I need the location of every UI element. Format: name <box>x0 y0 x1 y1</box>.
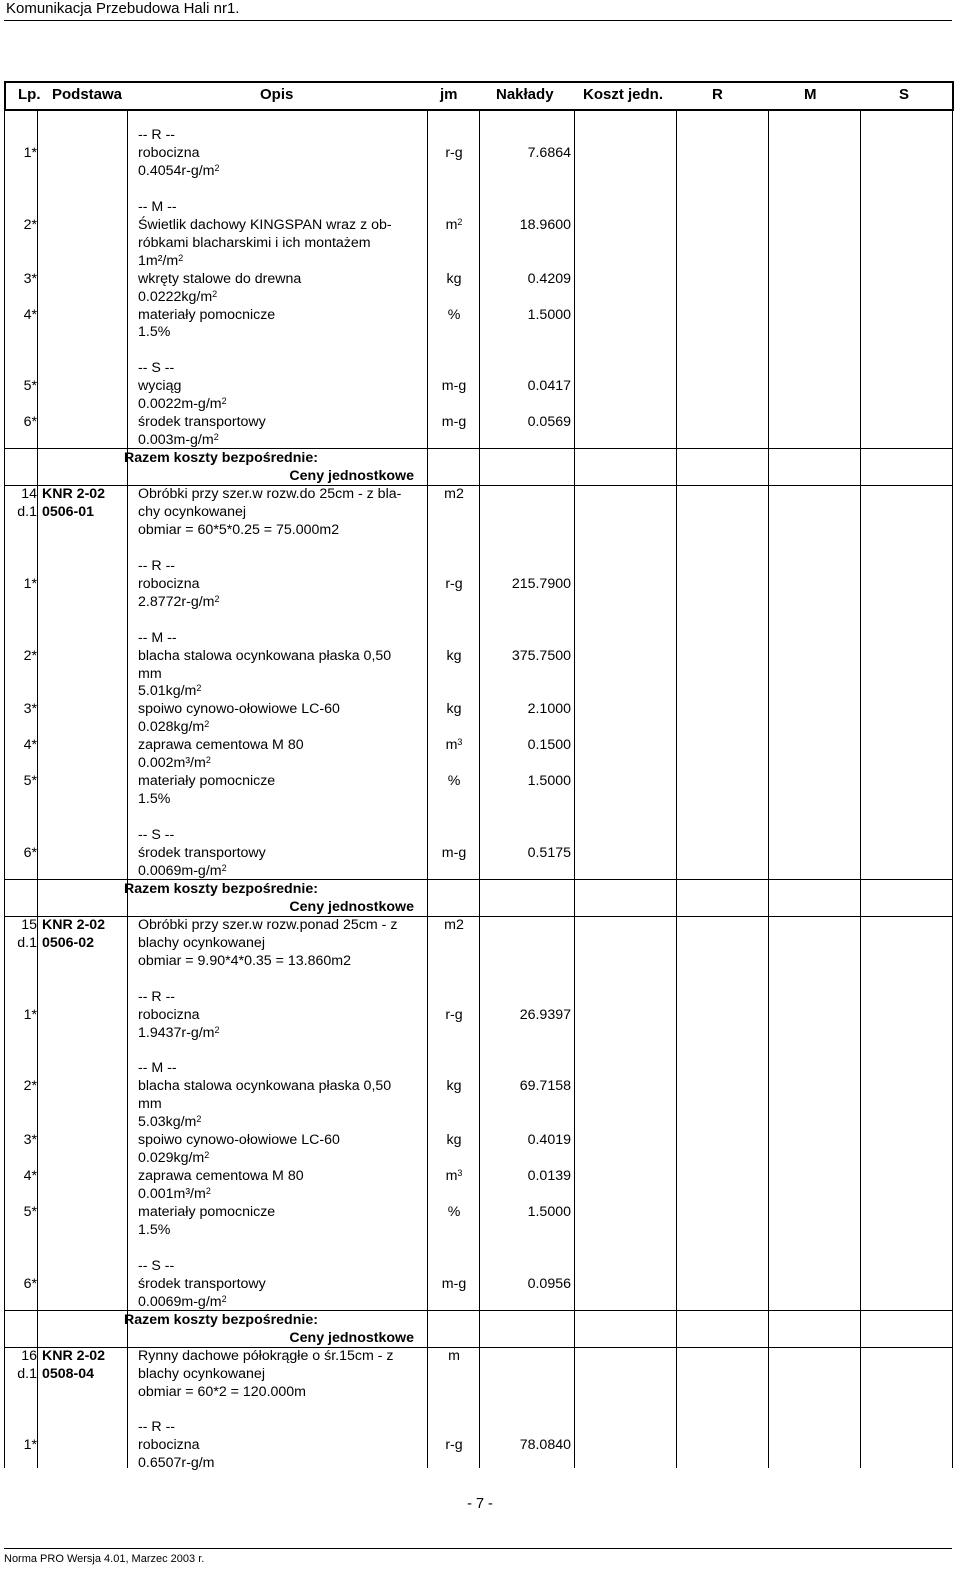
row-lp: 3* <box>23 1132 37 1149</box>
row-opis: obmiar = 60*2 = 120.000m <box>138 1383 306 1400</box>
row-naklady: 0.0417 <box>527 378 571 395</box>
row-opis: -- M -- <box>138 629 177 646</box>
row-lp: 6* <box>23 414 37 431</box>
row-opis: -- S -- <box>138 827 175 844</box>
row-opis: chy ocynkowanej <box>138 503 247 520</box>
row-opis: Rynny dachowe półokrągłe o śr.15cm - z <box>138 1347 394 1364</box>
row-opis: robocizna <box>138 575 200 592</box>
column-header: jm <box>440 86 458 103</box>
row-opis: -- R -- <box>138 127 176 143</box>
row-opis: blacha stalowa ocynkowana płaska 0,50 <box>138 1078 392 1095</box>
row-jm: m2 <box>444 916 464 933</box>
row-jm: m-g <box>441 378 467 395</box>
row-opis: obmiar = 60*5*0.25 = 75.000m2 <box>138 521 340 538</box>
row-lp: 3* <box>23 270 37 287</box>
row-jm: m2 <box>444 486 464 502</box>
row-opis: robocizna <box>138 1006 200 1023</box>
row-jm: $m^2$ <box>445 216 463 233</box>
column-header: S <box>899 86 910 103</box>
row-jm: m-g <box>441 1275 467 1292</box>
row-naklady: 215.7900 <box>511 575 571 592</box>
row-opis: $0.003m-g/m^2$ <box>138 432 219 449</box>
row-opis: $0.002m^3/m^2$ <box>138 755 211 772</box>
row-opis: 1.5% <box>138 324 171 341</box>
title-rule <box>4 20 952 21</box>
row-lp: 4* <box>23 1168 37 1185</box>
row-opis: -- M -- <box>138 198 177 215</box>
row-opis: -- M -- <box>138 1060 177 1077</box>
row-lp: 2* <box>23 647 37 664</box>
row-naklady: 375.7500 <box>511 647 571 664</box>
row-lp: 6* <box>23 1275 37 1292</box>
row-opis: -- S -- <box>138 360 175 377</box>
row-naklady: 0.0569 <box>527 414 571 431</box>
row-naklady: 2.1000 <box>527 701 571 718</box>
row-opis: -- R -- <box>138 988 176 1005</box>
row-opis: $0.0069m-g/m^2$ <box>138 862 227 879</box>
row-naklady: 0.5175 <box>527 845 571 861</box>
column-header: Opis <box>260 86 294 103</box>
row-lp: d.1 <box>17 934 37 951</box>
row-opis: $5.01kg/m^2$ <box>138 683 202 700</box>
row-naklady: 0.1500 <box>527 737 571 754</box>
razem-label: Razem koszty bezpośrednie: <box>124 1311 318 1328</box>
row-opis: $0.4054r-g/m^2$ <box>138 162 220 179</box>
row-opis: Obróbki przy szer.w rozw.ponad 25cm - z <box>138 916 398 933</box>
row-opis: 1.5% <box>138 1221 171 1238</box>
row-jm: $m^3$ <box>445 1168 463 1185</box>
row-jm: kg <box>446 1078 462 1095</box>
row-lp: 2* <box>23 216 37 233</box>
grid-line <box>676 109 677 1468</box>
row-opis: $0.0022m-g/m^2$ <box>138 396 227 413</box>
row-opis: materiały pomocnicze <box>138 1204 276 1220</box>
column-header: R <box>712 86 723 103</box>
row-opis: materiały pomocnicze <box>138 306 276 323</box>
row-lp: 3* <box>23 701 37 718</box>
grid-line <box>37 109 38 1468</box>
row-opis: -- R -- <box>138 557 176 574</box>
column-header: Nakłady <box>496 86 554 103</box>
row-opis: materiały pomocnicze <box>138 773 276 790</box>
row-opis: 0.6507r-g/m <box>138 1455 215 1472</box>
row-opis: wyciąg <box>138 378 182 395</box>
row-podstawa: KNR 2-02 <box>42 486 106 502</box>
column-header: M <box>804 86 817 103</box>
row-podstawa: 0506-02 <box>42 934 95 951</box>
row-lp: 1* <box>23 1437 37 1454</box>
row-lp: d.1 <box>17 503 37 520</box>
row-opis: $1m^2/m^2$ <box>138 252 184 269</box>
row-opis: środek transportowy <box>138 1275 266 1292</box>
row-jm: % <box>447 1204 461 1220</box>
row-jm: m-g <box>441 845 467 861</box>
row-naklady: 1.5000 <box>527 1204 571 1220</box>
row-opis: spoiwo cynowo-ołowiowe LC-60 <box>138 701 340 718</box>
row-opis: $0.001m^3/m^2$ <box>138 1186 211 1203</box>
row-jm: r-g <box>445 144 463 161</box>
row-lp: d.1 <box>17 1365 37 1382</box>
row-opis: obmiar = 9.90*4*0.35 = 13.860m2 <box>138 952 351 969</box>
grid-line <box>127 109 128 1468</box>
row-lp: 14 <box>21 486 37 502</box>
row-naklady: 7.6864 <box>527 144 571 161</box>
ceny-label: Ceny jednostkowe <box>289 898 414 915</box>
row-opis: blachy ocynkowanej <box>138 1365 265 1382</box>
row-lp: 2* <box>23 1078 37 1095</box>
row-naklady: 0.4209 <box>527 270 571 287</box>
row-jm: % <box>447 306 461 323</box>
row-podstawa: 0506-01 <box>42 503 95 520</box>
row-jm: % <box>447 773 461 790</box>
column-header: Podstawa <box>52 86 123 103</box>
ceny-label: Ceny jednostkowe <box>289 468 414 485</box>
row-naklady: 0.4019 <box>527 1132 571 1149</box>
row-naklady: 1.5000 <box>527 306 571 323</box>
grid-line <box>427 109 428 1468</box>
row-podstawa: KNR 2-02 <box>42 916 106 933</box>
row-naklady: 78.0840 <box>519 1437 571 1454</box>
razem-label: Razem koszty bezpośrednie: <box>124 880 318 897</box>
row-opis: blachy ocynkowanej <box>138 934 265 951</box>
row-opis: 1.5% <box>138 791 171 808</box>
ceny-label: Ceny jednostkowe <box>289 1329 414 1346</box>
row-opis: mm <box>138 665 162 682</box>
row-opis: środek transportowy <box>138 845 266 861</box>
row-opis: mm <box>138 1096 162 1113</box>
row-lp: 1* <box>23 575 37 592</box>
row-podstawa: KNR 2-02 <box>42 1347 106 1364</box>
row-lp: 6* <box>23 845 37 861</box>
row-naklady: 0.0956 <box>527 1275 571 1292</box>
row-opis: -- R -- <box>138 1419 176 1436</box>
row-opis: wkręty stalowe do drewna <box>138 270 302 287</box>
row-jm: kg <box>446 1132 462 1149</box>
page-number: - 7 - <box>467 1496 493 1512</box>
row-opis: $1.9437r-g/m^2$ <box>138 1024 220 1041</box>
row-opis: zaprawa cementowa M 80 <box>138 1168 304 1185</box>
row-naklady: 0.0139 <box>527 1168 571 1185</box>
row-lp: 1* <box>23 1006 37 1023</box>
row-lp: 4* <box>23 306 37 323</box>
row-opis: $0.0069m-g/m^2$ <box>138 1293 227 1310</box>
row-naklady: 1.5000 <box>527 773 571 790</box>
razem-label: Razem koszty bezpośrednie: <box>124 450 318 467</box>
row-jm: kg <box>446 270 462 287</box>
row-lp: 5* <box>23 378 37 395</box>
column-header: Koszt jedn. <box>583 86 664 103</box>
document-title: Komunikacja Przebudowa Hali nr1. <box>6 0 240 17</box>
row-lp: 4* <box>23 737 37 754</box>
row-lp: 5* <box>23 773 37 790</box>
row-opis: $0.028kg/m^2$ <box>138 719 210 736</box>
row-opis: $0.0222kg/m^2$ <box>138 288 218 305</box>
row-opis: $0.029kg/m^2$ <box>138 1150 210 1167</box>
row-jm: m-g <box>441 414 467 431</box>
row-lp: 16 <box>21 1347 37 1364</box>
row-opis: robocizna <box>138 144 200 161</box>
row-lp: 1* <box>23 144 37 161</box>
row-opis: róbkami blacharskimi i ich montażem <box>138 234 371 251</box>
row-jm: m <box>448 1347 460 1364</box>
grid-line <box>574 109 575 1468</box>
row-opis: zaprawa cementowa M 80 <box>138 737 304 754</box>
row-opis: Świetlik dachowy KINGSPAN wraz z ob- <box>138 216 392 233</box>
row-lp: 5* <box>23 1204 37 1220</box>
row-naklady: 26.9397 <box>519 1006 571 1023</box>
row-podstawa: 0508-04 <box>42 1365 95 1382</box>
row-jm: kg <box>446 701 462 718</box>
row-opis: -- S -- <box>138 1257 175 1274</box>
row-opis: spoiwo cynowo-ołowiowe LC-60 <box>138 1132 340 1149</box>
grid-line <box>860 109 861 1468</box>
grid-line <box>952 109 953 1468</box>
row-lp: 15 <box>21 916 37 933</box>
column-header: Lp. <box>18 86 41 103</box>
row-opis: $2.8772r-g/m^2$ <box>138 593 220 610</box>
row-jm: r-g <box>445 1437 463 1454</box>
row-jm: r-g <box>445 575 463 592</box>
footer-text: Norma PRO Wersja 4.01, Marzec 2003 r. <box>4 1553 205 1565</box>
row-opis: środek transportowy <box>138 414 266 431</box>
row-jm: kg <box>446 647 462 664</box>
row-opis: $5.03kg/m^2$ <box>138 1114 202 1131</box>
row-jm: r-g <box>445 1006 463 1023</box>
grid-line <box>768 109 769 1468</box>
footer-rule <box>4 1548 952 1549</box>
row-opis: robocizna <box>138 1437 200 1454</box>
row-jm: $m^3$ <box>445 737 463 754</box>
row-naklady: 18.9600 <box>519 216 571 233</box>
row-opis: blacha stalowa ocynkowana płaska 0,50 <box>138 647 392 664</box>
row-opis: Obróbki przy szer.w rozw.do 25cm - z bla- <box>138 486 402 502</box>
row-naklady: 69.7158 <box>519 1078 571 1095</box>
